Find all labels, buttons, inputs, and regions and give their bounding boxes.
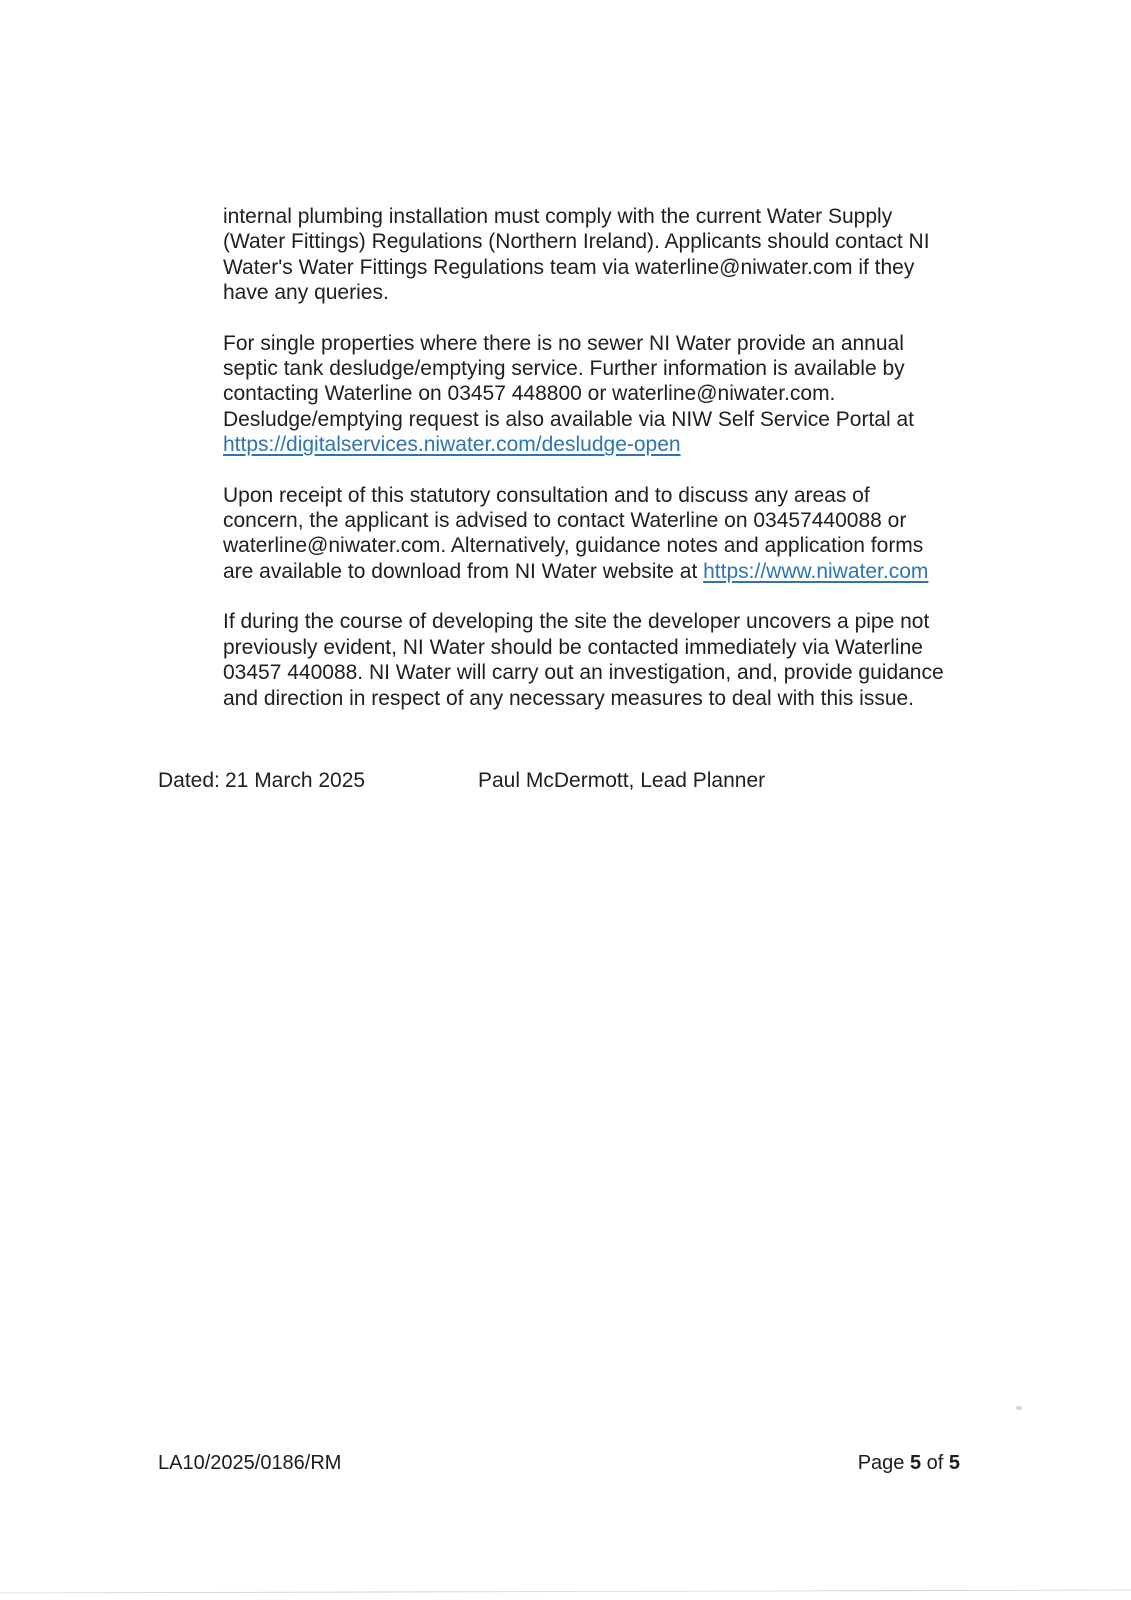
text-line [223,255,963,280]
text-segment: are available to download from NI Water website at [223,559,704,583]
text-segment: (Water Fittings) Regulations (Northern Ireland). Applicants should contact NI [223,230,930,254]
text-line [223,559,963,584]
page-text: Page [857,1452,910,1474]
footer-page-indicator [858,1452,960,1475]
text-segment: If during the course of developing the site the developer uncovers a pipe not [223,610,930,634]
text-line [223,635,963,660]
page-number: 5 [948,1452,960,1474]
text-segment: contacting Waterline on 03457 448800 or waterline@niwater.com. [223,382,836,406]
scan-artifact-speck [1016,1406,1022,1410]
text-line [223,280,963,305]
text-segment: Water's Water Fittings Regulations team via waterline@niwater.com if they [223,255,915,279]
body-paragraphs [223,204,963,736]
page-text: of [921,1452,949,1474]
text-line [223,686,963,711]
scan-page-edge-line [0,1590,1131,1594]
text-line [223,533,963,558]
hyperlink[interactable]: https://digitalservices.niwater.com/desludge-open [223,433,681,457]
dated-label: Dated: [158,769,220,792]
text-segment: waterline@niwater.com. Alternatively, guidance notes and application forms [223,534,924,558]
paragraph-3 [223,483,963,585]
text-segment: septic tank desludge/emptying service. Further information is available by [223,357,905,381]
text-segment: and direction in respect of any necessary measures to deal with this issue. [223,686,915,710]
page-number: 5 [909,1452,922,1474]
text-line [223,331,963,356]
text-line [223,204,963,229]
signatory-name: Paul McDermott, Lead Planner [478,769,766,792]
text-segment: have any queries. [223,281,389,305]
text-segment: concern, the applicant is advised to contact Waterline on 03457440088 or [223,509,907,533]
text-segment: 03457 440088. NI Water will carry out an investigation, and, provide guidance [223,661,944,685]
text-line [223,609,963,634]
footer-reference-number: LA10/2025/0186/RM [158,1452,342,1474]
signoff-row [158,769,978,797]
text-line [223,356,963,381]
text-segment: For single properties where there is no sewer NI Water provide an annual [223,331,904,355]
text-line [223,508,963,533]
text-segment: Upon receipt of this statutory consultation and to discuss any areas of [223,483,870,507]
text-line [223,483,963,508]
text-segment: internal plumbing installation must comply with the current Water Supply [223,205,893,228]
paragraph-4 [223,609,963,711]
text-segment: Desludge/emptying request is also available via NIW Self Service Portal at [223,407,914,431]
dated-value: 21 March 2025 [225,769,366,792]
text-line [223,432,963,457]
paragraph-2 [223,331,963,458]
paragraph-1 [223,204,963,306]
text-line [223,381,963,406]
text-segment: previously evident, NI Water should be contacted immediately via Waterline [223,635,923,659]
text-line [223,407,963,432]
text-line [223,229,963,254]
hyperlink[interactable]: https://www.niwater.com [703,559,929,583]
text-line [223,660,963,685]
